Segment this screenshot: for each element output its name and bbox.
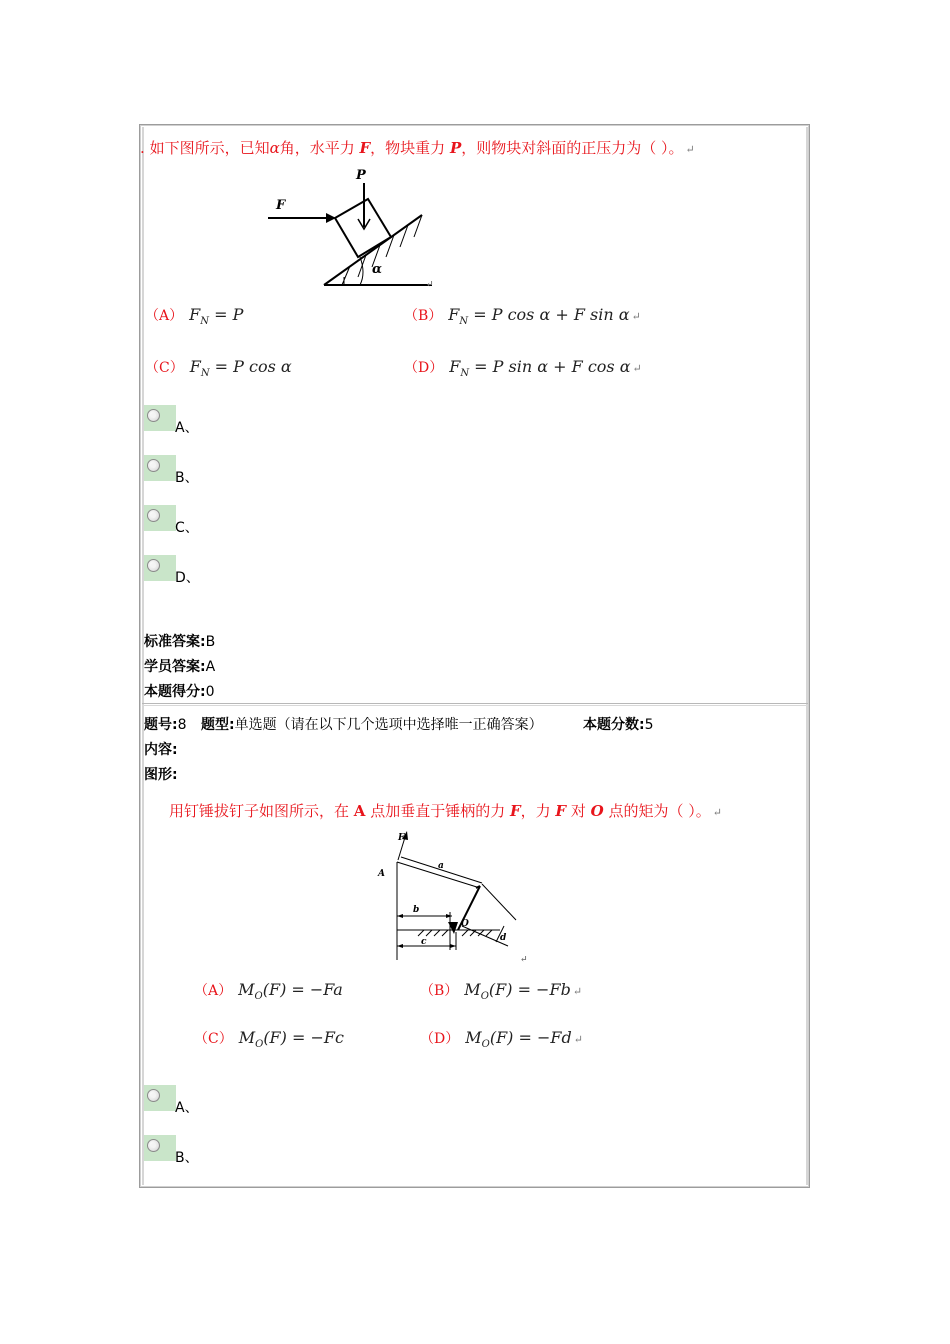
q7-score: 本题得分:0 bbox=[144, 684, 215, 700]
radio-button-a[interactable] bbox=[147, 1089, 160, 1102]
radio-button-c[interactable] bbox=[147, 509, 160, 522]
q7-student-answer: 学员答案:A bbox=[144, 659, 216, 675]
frame-inner-right bbox=[806, 127, 808, 1185]
q7-standard-answer: 标准答案:B bbox=[144, 634, 216, 650]
q7-figure-label-p: P bbox=[356, 168, 366, 183]
svg-text:F: F bbox=[398, 833, 405, 843]
radio-button-b[interactable] bbox=[147, 459, 160, 472]
q7-figure-label-f: F bbox=[276, 198, 286, 213]
svg-text:d: d bbox=[500, 933, 507, 943]
q7-figure bbox=[260, 165, 440, 290]
q8-option-d: （D） $M_O(F) = -Fd$ ↵ bbox=[420, 1028, 583, 1051]
question-divider bbox=[142, 703, 808, 706]
radio-button-b[interactable] bbox=[147, 1139, 160, 1152]
q8-option-c: （C） $M_O(F) = -Fc$ bbox=[194, 1028, 344, 1051]
q8-header: 题号:8 题型:单选题（请在以下几个选项中选择唯一正确答案） 本题分数:5 bbox=[144, 717, 654, 733]
q7-option-d: （D） $F_N = P$ sin α + F cos α ↵ bbox=[404, 357, 642, 380]
q8-question-text: 用钉锤拔钉子如图所示，在 A 点加垂直于锤柄的力 F，力 F 对 O 点的矩为（ ）。 ↵ bbox=[169, 802, 722, 820]
svg-text:O: O bbox=[461, 919, 469, 929]
q7-option-c: （C） $F_N = P$ cos α bbox=[145, 357, 292, 380]
radio-button-a[interactable] bbox=[147, 409, 160, 422]
q7-option-a: （A） $F_N = P$ bbox=[145, 305, 244, 328]
svg-text:↵: ↵ bbox=[520, 955, 528, 965]
radio-button-d[interactable] bbox=[147, 559, 160, 572]
q7-question-text: . 如下图所示，已知α角，水平力 F，物块重力 P，则物块对斜面的正压力为（ ）。 ↵ bbox=[140, 139, 695, 157]
q7-figure-label-alpha: α bbox=[372, 262, 383, 277]
svg-text:a: a bbox=[438, 861, 444, 871]
svg-text:A: A bbox=[378, 869, 385, 879]
q8-content-label: 内容: bbox=[144, 742, 178, 758]
q8-figure bbox=[372, 826, 532, 966]
svg-text:c: c bbox=[421, 937, 427, 947]
q8-figure-label: 图形: bbox=[144, 767, 178, 783]
q7-option-b: （B） $F_N = P$ cos α + F sin α ↵ bbox=[404, 305, 641, 328]
svg-text:b: b bbox=[413, 905, 420, 915]
q8-option-a: （A） $M_O(F) = -Fa$ bbox=[194, 980, 343, 1003]
svg-text:↵: ↵ bbox=[426, 280, 434, 290]
q8-option-b: （B） $M_O(F) = -Fb$ ↵ bbox=[420, 980, 583, 1003]
